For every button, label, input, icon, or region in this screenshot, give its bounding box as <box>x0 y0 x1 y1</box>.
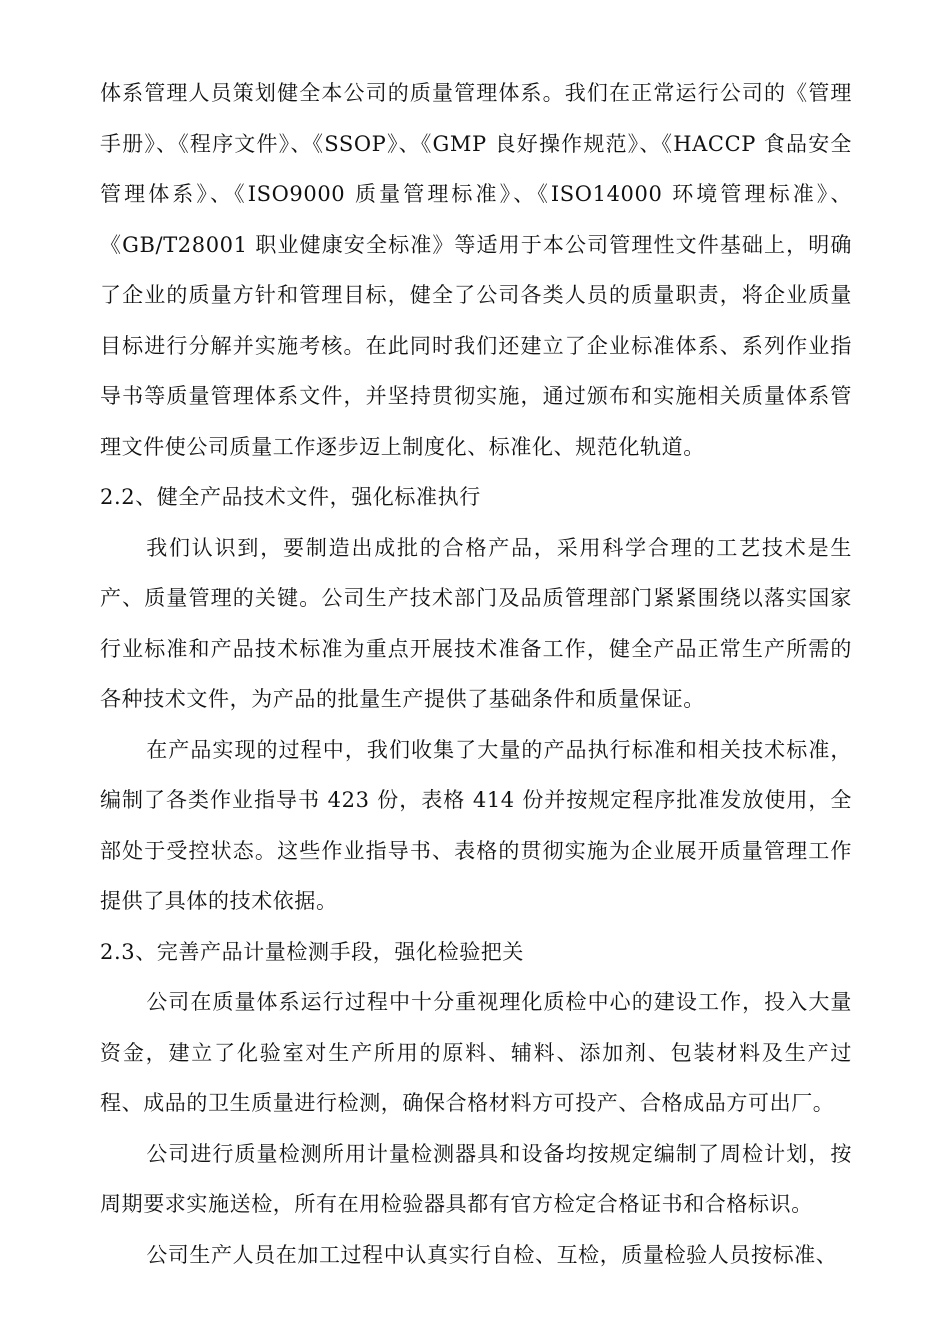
section-heading-2-3: 2.3、完善产品计量检测手段，强化检验把关 <box>100 939 524 964</box>
paragraph-inspection-center: 公司在质量体系运行过程中十分重视理化质检中心的建设工作，投入大量资金，建立了化验室对生产所用的原料、辅料、添加剂、包装材料及生产过程、成品的卫生质量进行检测，确保合格材料方可投产、合格成品方可出厂。 <box>100 990 852 1115</box>
section-heading-2-2: 2.2、健全产品技术文件，强化标准执行 <box>100 485 481 509</box>
document-body <box>100 68 852 1280</box>
paragraph-technical-docs: 我们认识到，要制造出成批的合格产品，采用科学合理的工艺技术是生产、质量管理的关键。公司生产技术部门及品质管理部门紧紧围绕以落实国家行业标准和产品技术标准为重点开展技术准备工作，健全产品正常生产所需的各种技术文件，为产品的批量生产提供了基础条件和质量保证。 <box>100 535 852 711</box>
paragraph-self-inspection: 公司生产人员在加工过程中认真实行自检、互检，质量检验人员按标准、 <box>146 1242 838 1267</box>
paragraph-work-instructions: 在产品实现的过程中，我们收集了大量的产品执行标准和相关技术标准，编制了各类作业指导书 423 份，表格 414 份并按规定程序批准发放使用，全部处于受控状态。这些作业指导书、表格的贯彻实施为企业展开质量管理工作提供了具体的技术依据。 <box>100 737 852 913</box>
paragraph-quality-system: 体系管理人员策划健全本公司的质量管理体系。我们在正常运行公司的《管理手册》、《程序文件》、《SSOP》、《GMP 良好操作规范》、《HACCP 食品安全管理体系》、《ISO9000 质量管理标准》、《ISO14000 环境管理标准》、《GB/T28001 职业健康安全标准》等适用于本公司管理性文件基础上，明确了企业的质量方针和管理目标，健全了公司各类人员的质量职责，将企业质量目标进行分解并实施考核。在此同时我们还建立了企业标准体系、系列作业指导书等质量管理体系文件，并坚持贯彻实施，通过颁布和实施相关质量体系管理文件使公司质量工作逐步迈上制度化、标准化、规范化轨道。 <box>100 81 852 459</box>
paragraph-metrology-calibration: 公司进行质量检测所用计量检测器具和设备均按规定编制了周检计划，按周期要求实施送检，所有在用检验器具都有官方检定合格证书和合格标识。 <box>100 1141 852 1216</box>
